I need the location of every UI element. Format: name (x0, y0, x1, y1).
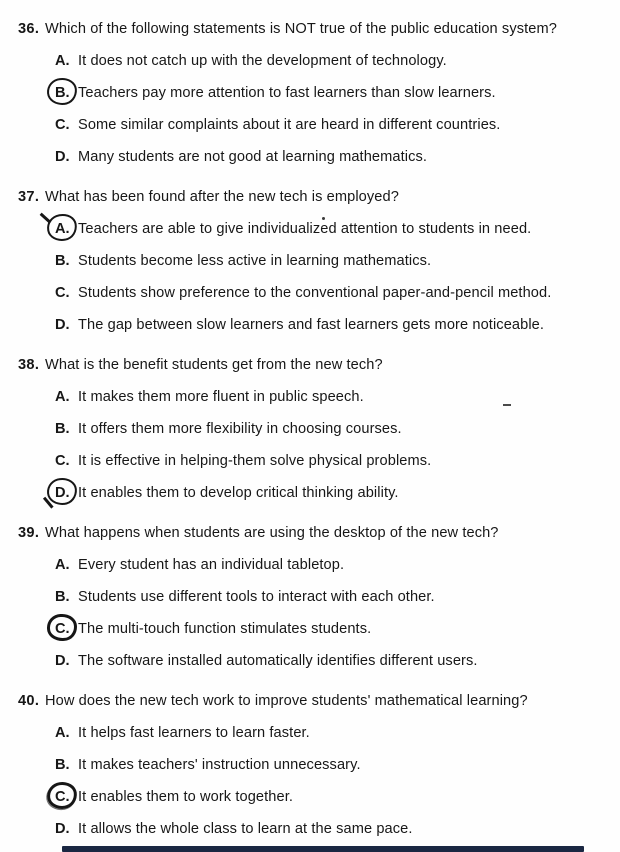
option-row (0, 813, 620, 845)
scan-edge-bar (62, 846, 584, 852)
option-letter-wrap (55, 757, 78, 773)
option-letter-wrap (55, 221, 78, 237)
option-row (0, 445, 620, 477)
option-row (0, 781, 620, 813)
option-letter-wrap (55, 253, 78, 269)
option-text: It enables them to work together. (78, 789, 294, 805)
question-block (0, 685, 620, 845)
option-letter: A. (55, 53, 70, 69)
option-letter: C. (55, 117, 70, 133)
option-row (0, 581, 620, 613)
option-letter: B. (55, 421, 70, 437)
option-text: The multi-touch function stimulates students. (78, 621, 372, 637)
option-letter: B. (55, 253, 70, 269)
option-text: Students use different tools to interact with each other. (78, 589, 435, 605)
question-stem: Which of the following statements is NOT true of the public education system? (45, 21, 557, 37)
question-stem-row (0, 181, 620, 213)
option-text: Teachers are able to give individualized attention to students in need. (78, 221, 532, 237)
question-stem: What has been found after the new tech is employed? (45, 189, 399, 205)
option-letter: A. (55, 725, 70, 741)
question-stem-row (0, 13, 620, 45)
question-stem: What is the benefit students get from the new tech? (45, 357, 383, 373)
options (0, 717, 620, 845)
question-block (0, 517, 620, 677)
question-stem-row (0, 685, 620, 717)
question-number: 39. (18, 525, 40, 541)
option-letter: C. (55, 285, 70, 301)
option-letter: C. (55, 621, 70, 637)
option-text: Students become less active in learning mathematics. (78, 253, 432, 269)
option-letter-wrap (55, 149, 78, 165)
option-letter: A. (55, 557, 70, 573)
option-letter-wrap (55, 53, 78, 69)
option-text: Some similar complaints about it are heard in different countries. (78, 117, 501, 133)
option-letter-wrap (55, 557, 78, 573)
options (0, 45, 620, 173)
option-letter: D. (55, 149, 70, 165)
option-text: Teachers pay more attention to fast learners than slow learners. (78, 85, 496, 101)
question-block (0, 349, 620, 509)
option-letter-wrap (55, 389, 78, 405)
option-row (0, 77, 620, 109)
option-row (0, 309, 620, 341)
option-letter-wrap (55, 285, 78, 301)
option-row (0, 717, 620, 749)
option-letter: D. (55, 317, 70, 333)
option-row (0, 45, 620, 77)
option-row (0, 245, 620, 277)
option-text: It helps fast learners to learn faster. (78, 725, 310, 741)
option-letter: A. (55, 389, 70, 405)
option-letter-wrap (55, 421, 78, 437)
option-row (0, 645, 620, 677)
option-text: Many students are not good at learning mathematics. (78, 149, 428, 165)
option-letter: B. (55, 757, 70, 773)
option-letter-wrap (55, 117, 78, 133)
question-number: 37. (18, 189, 40, 205)
option-letter-wrap (55, 317, 78, 333)
option-letter-wrap (55, 85, 78, 101)
options (0, 213, 620, 341)
option-letter: D. (55, 653, 70, 669)
options (0, 381, 620, 509)
option-letter-wrap (55, 821, 78, 837)
option-letter-wrap (55, 789, 78, 805)
option-letter-wrap (55, 621, 78, 637)
option-row (0, 213, 620, 245)
option-row (0, 413, 620, 445)
option-text: It is effective in helping-them solve physical problems. (78, 453, 432, 469)
question-number: 38. (18, 357, 40, 373)
option-letter-wrap (55, 589, 78, 605)
scan-artifact-dash (503, 404, 511, 406)
option-letter: D. (55, 821, 70, 837)
option-letter-wrap (55, 725, 78, 741)
option-letter: C. (55, 789, 70, 805)
option-text: It enables them to develop critical thinking ability. (78, 485, 399, 501)
option-row (0, 277, 620, 309)
question-number: 40. (18, 693, 40, 709)
question-stem-row (0, 517, 620, 549)
option-row (0, 109, 620, 141)
option-text: The software installed automatically identifies different users. (78, 653, 478, 669)
question-block (0, 13, 620, 173)
option-text: It makes teachers' instruction unnecessary. (78, 757, 361, 773)
option-letter-wrap (55, 453, 78, 469)
option-text: Students show preference to the conventional paper-and-pencil method. (78, 285, 552, 301)
option-letter: B. (55, 85, 70, 101)
option-row (0, 141, 620, 173)
option-row (0, 549, 620, 581)
question-block (0, 181, 620, 341)
option-letter-wrap (55, 653, 78, 669)
option-letter: C. (55, 453, 70, 469)
option-text: It makes them more fluent in public speech. (78, 389, 364, 405)
question-stem: What happens when students are using the desktop of the new tech? (45, 525, 499, 541)
option-text: It offers them more flexibility in choosing courses. (78, 421, 402, 437)
option-text: Every student has an individual tabletop. (78, 557, 345, 573)
option-row (0, 749, 620, 781)
question-stem: How does the new tech work to improve students' mathematical learning? (45, 693, 528, 709)
question-number: 36. (18, 21, 40, 37)
option-letter: D. (55, 485, 70, 501)
option-text: It does not catch up with the development of technology. (78, 53, 447, 69)
options (0, 549, 620, 677)
question-stem-row (0, 349, 620, 381)
option-row (0, 477, 620, 509)
option-letter: A. (55, 221, 70, 237)
option-row (0, 613, 620, 645)
questions (0, 13, 620, 845)
option-text: The gap between slow learners and fast learners gets more noticeable. (78, 317, 545, 333)
option-letter: B. (55, 589, 70, 605)
option-text: It allows the whole class to learn at the same pace. (78, 821, 413, 837)
scan-artifact-dot (322, 217, 325, 220)
option-row (0, 381, 620, 413)
option-letter-wrap (55, 485, 78, 501)
